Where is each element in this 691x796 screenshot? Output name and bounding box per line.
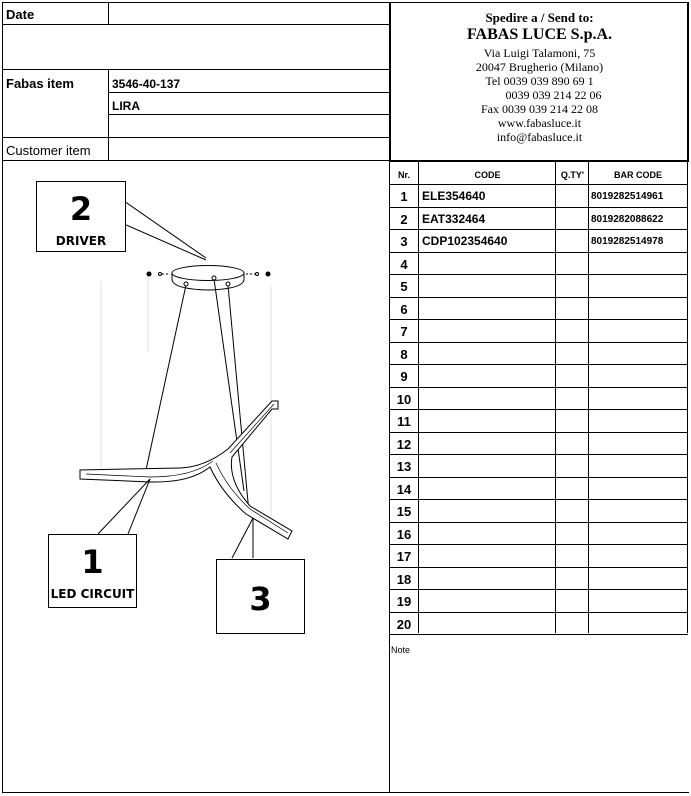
sender-email: info@fabasluce.it	[496, 130, 583, 144]
table-row-number: 18	[396, 571, 412, 587]
sender-address-street: Via Luigi Talamoni, 75	[483, 46, 596, 60]
table-row-number: 13	[396, 459, 412, 474]
ghost-lines	[101, 276, 271, 521]
table-row-divider	[389, 274, 688, 275]
table-row-barcode: 8019282514978	[591, 236, 664, 247]
table-row-number: 1	[400, 189, 408, 204]
sender-address-city: 20047 Brugherio (Milano)	[475, 60, 604, 74]
table-row-divider	[389, 454, 688, 455]
exploded-diagram	[0, 161, 389, 793]
sender-web: www.fabasluce.it	[497, 116, 582, 130]
parts-table-col-qty	[555, 162, 556, 633]
table-row-code: CDP102354640	[422, 234, 508, 248]
table-row-divider	[389, 409, 688, 410]
led-lamp-body	[80, 401, 292, 539]
header-line-name	[108, 114, 389, 115]
sender-tel: Tel 0039 039 890 69 1	[485, 74, 594, 88]
callout-part-3-number: 3	[249, 580, 272, 618]
sender-fax: Fax 0039 039 214 22 08	[481, 102, 598, 116]
table-row-divider	[389, 634, 688, 635]
table-row-divider	[389, 567, 688, 568]
table-row-code: ELE354640	[422, 189, 486, 203]
header-line-item	[108, 92, 389, 93]
table-row-divider	[389, 252, 688, 253]
table-row-number: 3	[400, 234, 408, 249]
table-row-number: 7	[400, 324, 408, 339]
table-row-divider	[389, 589, 688, 590]
sender-heading: Spedire a / Send to:	[485, 10, 594, 25]
table-row-number: 15	[396, 504, 412, 519]
callout-part-3	[216, 559, 305, 634]
table-row-number: 8	[400, 346, 408, 362]
sender-tel-2: 0039 039 214 22 06	[505, 88, 602, 102]
table-row-divider	[389, 477, 688, 478]
table-row-number: 5	[400, 279, 408, 294]
callout-led-circuit	[48, 534, 137, 608]
callout-led-label: LED CIRCUIT	[50, 587, 135, 601]
table-row-number: 19	[396, 594, 412, 609]
table-row-number: 12	[396, 436, 412, 452]
callout-driver	[36, 181, 126, 252]
callout-driver-number: 2	[69, 190, 93, 228]
frame-top-line	[2, 2, 389, 3]
parts-table-col-barcode	[588, 162, 589, 633]
table-row-number: 20	[396, 616, 412, 632]
callout-driver-label: DRIVER	[55, 234, 107, 248]
header-line-date	[2, 24, 389, 25]
table-row-number: 4	[400, 256, 408, 272]
parts-table-header-line	[389, 184, 688, 185]
note-label: Note	[391, 645, 411, 655]
table-row-divider	[389, 229, 688, 230]
table-row-number: 2	[400, 211, 408, 227]
table-row-divider	[389, 342, 688, 343]
table-row-number: 9	[400, 369, 408, 384]
table-row-divider	[389, 364, 688, 365]
table-row-number: 10	[396, 391, 412, 407]
parts-table-col-code	[418, 162, 419, 633]
sender-company: FABAS LUCE S.p.A.	[466, 26, 613, 43]
header-col-divider-1	[108, 2, 109, 24]
parts-table-right-border	[687, 162, 688, 633]
table-row-divider	[389, 522, 688, 523]
customer-item-label: Customer item	[6, 143, 91, 158]
table-row-number: 14	[396, 481, 412, 497]
table-row-code: EAT332464	[422, 211, 486, 226]
table-row-divider	[389, 387, 688, 388]
table-row-barcode: 8019282088622	[591, 213, 664, 225]
fabas-item-code: 3546-40-137	[112, 77, 181, 91]
table-row-number: 17	[396, 549, 412, 564]
date-label: Date	[6, 7, 35, 22]
table-row-divider	[389, 612, 688, 613]
table-row-divider	[389, 319, 688, 320]
parts-header-nr: Nr.	[397, 170, 410, 180]
table-row-divider	[389, 544, 688, 545]
table-row-number: 6	[400, 301, 408, 317]
header-col-divider-2	[108, 69, 109, 160]
fabas-item-name: LIRA	[112, 99, 140, 113]
table-row-number: 11	[397, 414, 411, 429]
fabas-item-label: Fabas item	[6, 76, 74, 91]
table-row-number: 16	[396, 526, 412, 542]
parts-table	[389, 162, 688, 633]
callout-leaders	[98, 201, 253, 558]
driver-canopy-icon	[172, 266, 244, 291]
parts-header-barcode: BAR CODE	[613, 170, 662, 180]
table-row-barcode: 8019282514961	[591, 191, 664, 202]
header-line-blank	[2, 69, 389, 70]
header-line-customer	[2, 137, 389, 138]
table-row-divider	[389, 432, 688, 433]
table-row-divider	[389, 499, 688, 500]
table-row-divider	[389, 297, 688, 298]
table-row-divider	[389, 207, 688, 208]
parts-header-code: CODE	[474, 170, 501, 180]
callout-led-number: 1	[81, 543, 104, 581]
parts-header-qty: Q.TY'	[560, 170, 585, 180]
